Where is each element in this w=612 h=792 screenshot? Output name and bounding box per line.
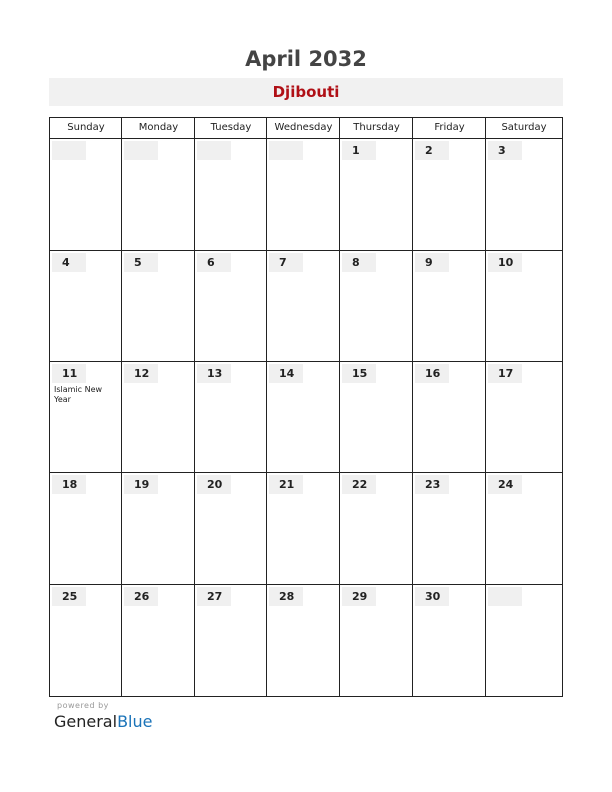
day-cell-18[interactable] — [50, 473, 121, 584]
day-cell-10[interactable] — [486, 251, 561, 361]
day-cell-12[interactable] — [122, 362, 194, 472]
day-cell-17[interactable] — [486, 362, 561, 472]
day-number: 23 — [415, 475, 449, 494]
day-number: 8 — [342, 253, 376, 272]
day-number: 19 — [124, 475, 158, 494]
day-number: 11 — [52, 364, 86, 383]
day-number: 21 — [269, 475, 303, 494]
day-number: 12 — [124, 364, 158, 383]
day-cell-26[interactable] — [122, 585, 194, 695]
generalblue-logo[interactable] — [54, 712, 152, 731]
weekday-thursday: Thursday — [353, 122, 400, 133]
holiday-label: Islamic New Year — [54, 385, 103, 404]
day-cell-20[interactable] — [195, 473, 266, 584]
weekday-friday: Friday — [434, 122, 465, 133]
day-number — [52, 141, 86, 160]
day-cell-22[interactable] — [340, 473, 412, 584]
day-number: 14 — [269, 364, 303, 383]
day-cell-14[interactable] — [267, 362, 339, 472]
brand-general-text: General — [54, 712, 118, 731]
empty-day-cell[interactable] — [486, 585, 561, 695]
day-cell-11[interactable] — [50, 362, 121, 472]
day-cell-24[interactable] — [486, 473, 561, 584]
day-number: 25 — [52, 587, 86, 606]
day-number: 26 — [124, 587, 158, 606]
day-cell-29[interactable] — [340, 585, 412, 695]
day-number: 2 — [415, 141, 449, 160]
day-cell-9[interactable] — [413, 251, 485, 361]
day-number — [197, 141, 231, 160]
day-cell-28[interactable] — [267, 585, 339, 695]
day-cell-21[interactable] — [267, 473, 339, 584]
day-number: 28 — [269, 587, 303, 606]
country-banner — [49, 78, 563, 106]
day-cell-6[interactable] — [195, 251, 266, 361]
day-number — [488, 587, 522, 606]
weekday-wednesday: Wednesday — [274, 122, 333, 133]
day-number: 6 — [197, 253, 231, 272]
day-cell-7[interactable] — [267, 251, 339, 361]
day-number: 17 — [488, 364, 522, 383]
day-cell-15[interactable] — [340, 362, 412, 472]
day-number: 30 — [415, 587, 449, 606]
day-number — [124, 141, 158, 160]
day-number: 16 — [415, 364, 449, 383]
day-number: 29 — [342, 587, 376, 606]
day-number: 20 — [197, 475, 231, 494]
country-name: Djibouti — [272, 83, 340, 101]
weekday-sunday: Sunday — [67, 122, 105, 133]
day-cell-25[interactable] — [50, 585, 121, 695]
day-cell-30[interactable] — [413, 585, 485, 695]
empty-day-cell[interactable] — [122, 139, 194, 250]
day-number: 15 — [342, 364, 376, 383]
weekday-saturday: Saturday — [501, 122, 547, 133]
day-number: 4 — [52, 253, 86, 272]
weekday-monday: Monday — [138, 122, 179, 133]
day-number: 7 — [269, 253, 303, 272]
day-number: 1 — [342, 141, 376, 160]
day-cell-27[interactable] — [195, 585, 266, 695]
day-cell-4[interactable] — [50, 251, 121, 361]
day-number: 27 — [197, 587, 231, 606]
day-cell-13[interactable] — [195, 362, 266, 472]
empty-day-cell[interactable] — [50, 139, 121, 250]
day-cell-3[interactable] — [486, 139, 561, 250]
day-number: 24 — [488, 475, 522, 494]
brand-blue-text: Blue — [117, 712, 153, 731]
day-number: 10 — [488, 253, 522, 272]
day-number: 18 — [52, 475, 86, 494]
day-cell-8[interactable] — [340, 251, 412, 361]
powered-by-label: powered by — [57, 701, 109, 710]
empty-day-cell[interactable] — [195, 139, 266, 250]
day-number: 9 — [415, 253, 449, 272]
day-number: 13 — [197, 364, 231, 383]
day-cell-1[interactable] — [340, 139, 412, 250]
calendar-title: April 2032 — [245, 47, 367, 71]
day-cell-5[interactable] — [122, 251, 194, 361]
day-number: 5 — [124, 253, 158, 272]
day-cell-23[interactable] — [413, 473, 485, 584]
day-number — [269, 141, 303, 160]
day-number: 3 — [488, 141, 522, 160]
day-cell-19[interactable] — [122, 473, 194, 584]
empty-day-cell[interactable] — [267, 139, 339, 250]
day-number: 22 — [342, 475, 376, 494]
weekday-tuesday: Tuesday — [210, 122, 252, 133]
day-cell-16[interactable] — [413, 362, 485, 472]
day-cell-2[interactable] — [413, 139, 485, 250]
calendar-grid — [49, 117, 563, 697]
